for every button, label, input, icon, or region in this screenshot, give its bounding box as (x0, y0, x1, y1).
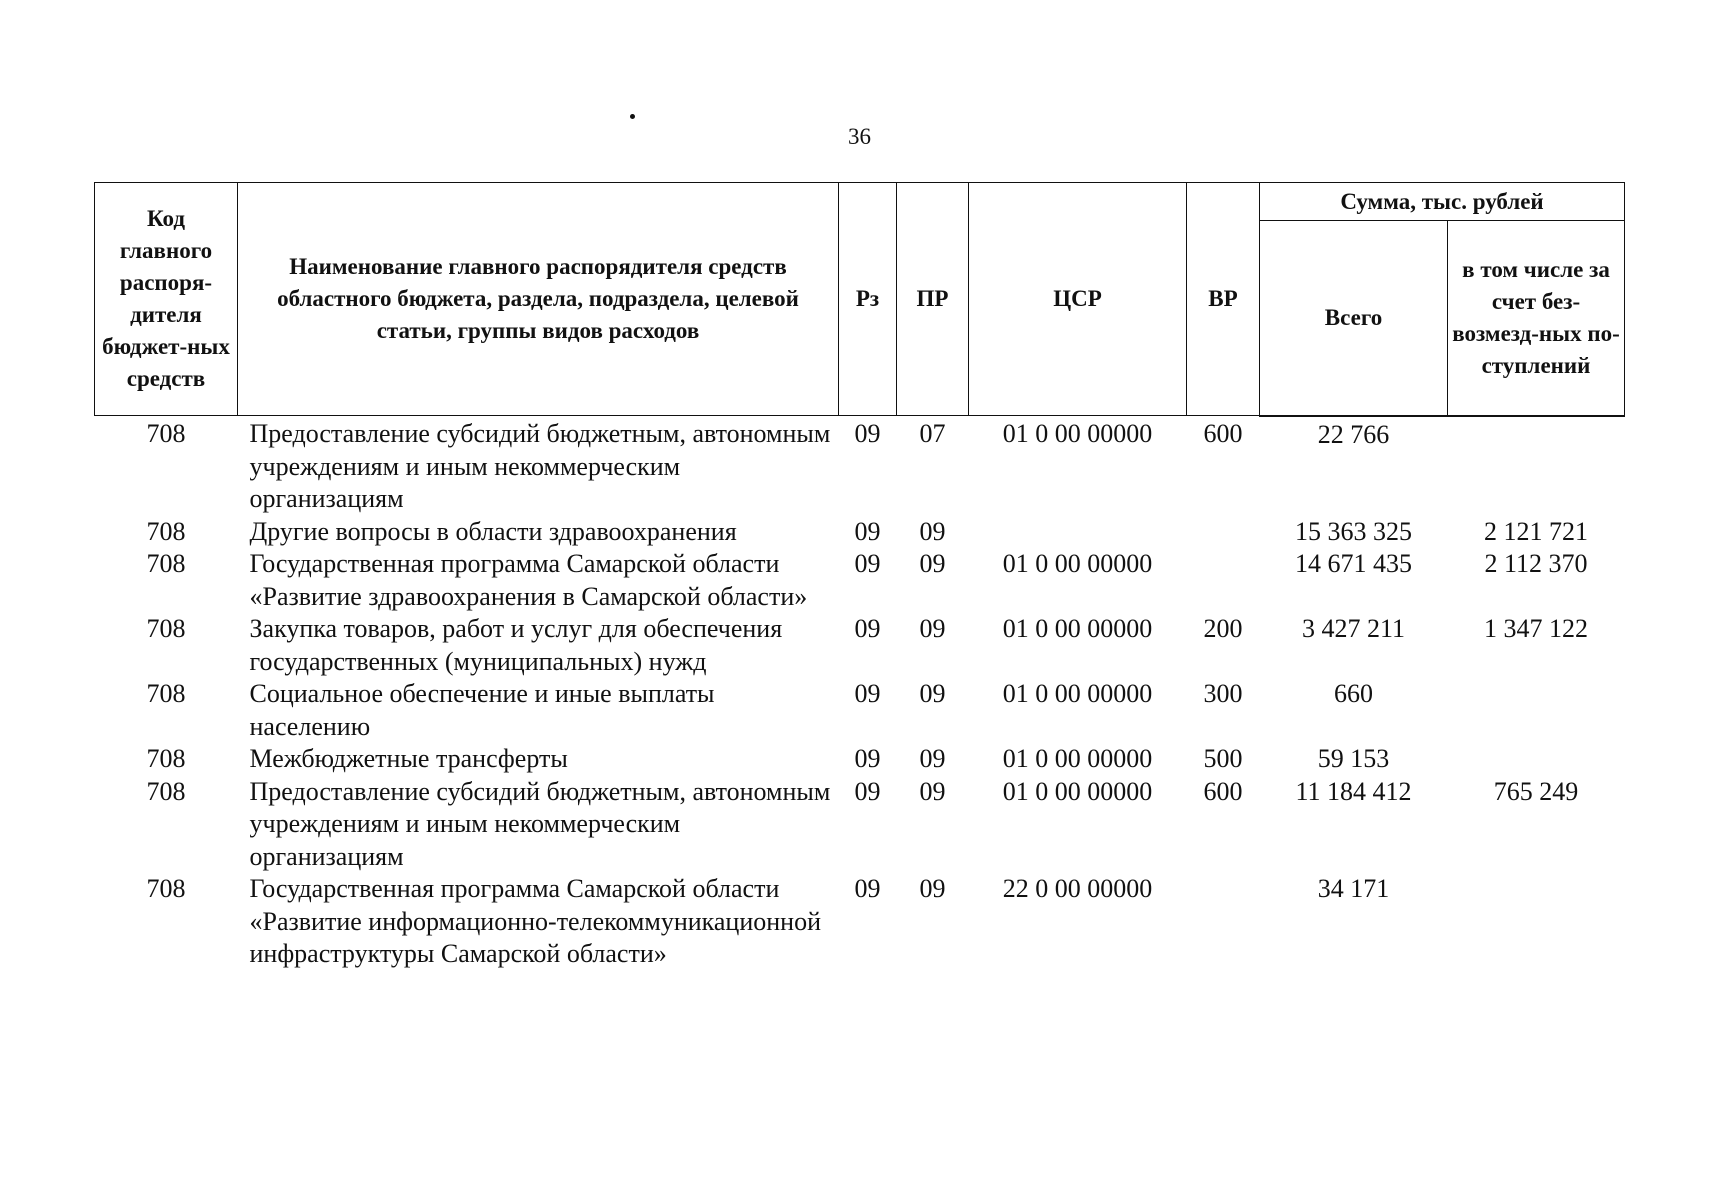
cell-name: Предоставление субсидий бюджетным, автономным учреждениям и иным некоммерческим организациям (249, 776, 831, 871)
cell-name: Другие вопросы в области здравоохранения (249, 516, 737, 546)
cell-free (1448, 678, 1625, 743)
cell-vr: 600 (1203, 776, 1243, 806)
cell-rz: 09 (854, 516, 881, 546)
cell-total: 15 363 325 (1295, 516, 1412, 546)
header-vr: ВР (1187, 183, 1260, 416)
cell-name: Государственная программа Самарской области «Развитие здравоохранения в Самарской области» (249, 549, 808, 611)
cell-rz: 09 (854, 419, 881, 448)
header-rz: Рз (839, 183, 897, 416)
cell-pr: 09 (919, 744, 946, 773)
cell-pr: 09 (919, 679, 946, 708)
cell-name: Предоставление субсидий бюджетным, автономным учреждениям и иным некоммерческим организациям (249, 419, 831, 513)
header-total: Всего (1260, 221, 1448, 416)
cell-code: 708 (146, 744, 186, 773)
cell-csr (969, 516, 1187, 549)
cell-code: 708 (146, 679, 186, 708)
cell-name: Закупка товаров, работ и услуг для обеспечения государственных (муниципальных) нужд (249, 614, 783, 676)
cell-free: 765 249 (1493, 776, 1579, 806)
cell-total: 660 (1334, 679, 1373, 708)
cell-csr: 01 0 00 00000 (1002, 549, 1153, 578)
header-code: Код главного распоря-дителя бюджет-ных средств (95, 183, 238, 416)
cell-pr: 07 (919, 419, 946, 448)
table-row (95, 873, 1625, 971)
table-row (95, 548, 1625, 613)
table-row (95, 516, 1625, 549)
header-name: Наименование главного распорядителя средств областного бюджета, раздела, подраздела, целевой статьи, группы видов расходов (238, 183, 839, 416)
cell-code: 708 (146, 549, 186, 578)
cell-name: Межбюджетные трансферты (249, 744, 568, 773)
cell-rz: 09 (854, 744, 881, 773)
cell-total: 3 427 211 (1301, 614, 1406, 643)
cell-csr: 01 0 00 00000 (1002, 744, 1153, 773)
cell-rz: 09 (854, 614, 881, 643)
cell-total: 22 766 (1317, 419, 1390, 449)
cell-rz: 09 (854, 776, 881, 806)
header-csr: ЦСР (969, 183, 1187, 416)
cell-free: 2 112 370 (1484, 549, 1588, 578)
cell-free (1448, 416, 1625, 516)
cell-rz: 09 (854, 549, 881, 578)
header-pr: ПР (897, 183, 969, 416)
table-body (95, 416, 1625, 971)
cell-total: 11 184 412 (1295, 776, 1412, 806)
cell-free (1448, 873, 1625, 971)
cell-vr: 300 (1203, 679, 1243, 708)
cell-csr: 22 0 00 00000 (1002, 874, 1153, 903)
cell-free: 1 347 122 (1484, 614, 1588, 643)
table-row (95, 416, 1625, 516)
scan-speck (630, 114, 635, 119)
cell-vr (1187, 548, 1260, 613)
header-free: в том числе за счет без-возмезд-ных по-ступлений (1448, 221, 1625, 416)
cell-csr: 01 0 00 00000 (1002, 776, 1153, 806)
cell-total: 34 171 (1317, 874, 1390, 903)
cell-vr (1187, 516, 1260, 549)
budget-table (94, 182, 1625, 971)
cell-vr (1187, 873, 1260, 971)
cell-total: 59 153 (1317, 744, 1390, 773)
cell-code: 708 (146, 874, 186, 903)
cell-code: 708 (146, 614, 186, 643)
cell-free: 2 121 721 (1484, 516, 1588, 546)
cell-csr: 01 0 00 00000 (1002, 614, 1153, 643)
cell-code: 708 (146, 516, 186, 546)
cell-vr: 600 (1203, 419, 1243, 448)
cell-vr: 200 (1203, 614, 1243, 643)
cell-pr: 09 (919, 614, 946, 643)
cell-total: 14 671 435 (1295, 549, 1412, 578)
cell-pr: 09 (919, 874, 946, 903)
cell-rz: 09 (854, 679, 881, 708)
page-number: 36 (848, 124, 871, 149)
table-row (95, 743, 1625, 776)
table-row (95, 776, 1625, 874)
cell-csr: 01 0 00 00000 (1002, 679, 1153, 708)
cell-name: Социальное обеспечение и иные выплаты населению (249, 679, 715, 741)
cell-csr: 01 0 00 00000 (1002, 419, 1153, 448)
cell-name: Государственная программа Самарской области «Развитие информационно-телекоммуникационной инфраструктуры Самарской области» (249, 874, 822, 968)
header-sum-group: Сумма, тыс. рублей (1260, 183, 1625, 221)
cell-code: 708 (146, 776, 186, 806)
cell-rz: 09 (854, 874, 881, 903)
cell-code: 708 (146, 419, 186, 448)
cell-vr: 500 (1203, 744, 1243, 773)
table-row (95, 613, 1625, 678)
cell-free (1448, 743, 1625, 776)
cell-pr: 09 (919, 776, 946, 806)
cell-pr: 09 (919, 516, 946, 546)
cell-pr: 09 (919, 549, 946, 578)
table-row (95, 678, 1625, 743)
